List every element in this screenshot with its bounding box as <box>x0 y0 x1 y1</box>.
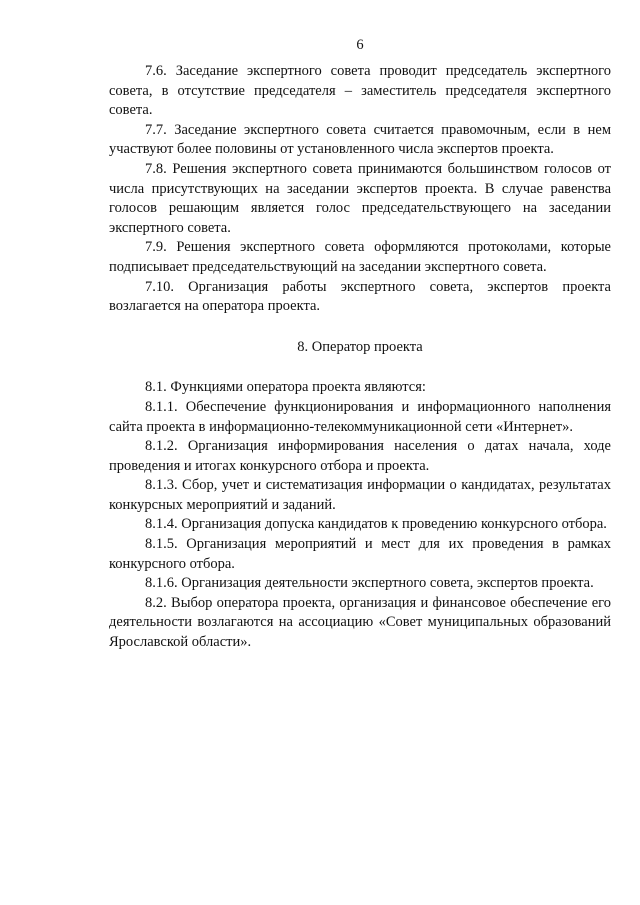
section-8-heading: 8. Оператор проекта <box>297 338 423 355</box>
section-8-text <box>109 378 611 652</box>
paragraph-8-2: 8.2. Выбор оператора проекта, организация и финансовое обеспечение его деятельности возлагаются на ассоциацию «Совет муниципальных образований Ярославской области». <box>109 594 611 651</box>
section-7-text <box>109 62 611 317</box>
document-page <box>109 36 611 653</box>
paragraph-8-1-3: 8.1.3. Сбор, учет и систематизация информации о кандидатах, результатах конкурсных мероприятий и заданий. <box>109 477 611 513</box>
page-number: 6 <box>356 37 364 53</box>
paragraph-7-9: 7.9. Решения экспертного совета оформляются протоколами, которые подписывает председательствующий на заседании экспертного совета. <box>109 239 611 275</box>
paragraph-8-1-2: 8.1.2. Организация информирования населения о датах начала, ходе проведения и итогах конкурсного отбора и проекта. <box>109 438 611 474</box>
paragraph-8-1-1: 8.1.1. Обеспечение функционирования и информационного наполнения сайта проекта в информационно-телекоммуникационной сети «Интернет». <box>109 398 611 435</box>
paragraph-7-10: 7.10. Организация работы экспертного совета, экспертов проекта возлагается на оператора проекта. <box>109 278 611 315</box>
paragraph-8-1: 8.1. Функциями оператора проекта являются: <box>145 379 426 396</box>
paragraph-7-6: 7.6. Заседание экспертного совета проводит председатель экспертного совета, в отсутствие председателя – заместитель председателя экспертного совета. <box>109 63 611 119</box>
paragraph-8-1-4: 8.1.4. Организация допуска кандидатов к проведению конкурсного отбора. <box>145 516 607 533</box>
paragraph-8-1-5: 8.1.5. Организация мероприятий и мест для их проведения в рамках конкурсного отбора. <box>109 536 611 572</box>
paragraph-8-1-6: 8.1.6. Организация деятельности экспертного совета, экспертов проекта. <box>145 575 594 592</box>
paragraph-7-7: 7.7. Заседание экспертного совета считается правомочным, если в нем участвуют более половины от установленного числа экспертов проекта. <box>109 121 611 158</box>
paragraph-7-8: 7.8. Решения экспертного совета принимаются большинством голосов от числа присутствующих на заседании экспертов проекта. В случае равенства голосов решающим является голос председательствующего на заседании экспертного совета. <box>109 160 611 236</box>
